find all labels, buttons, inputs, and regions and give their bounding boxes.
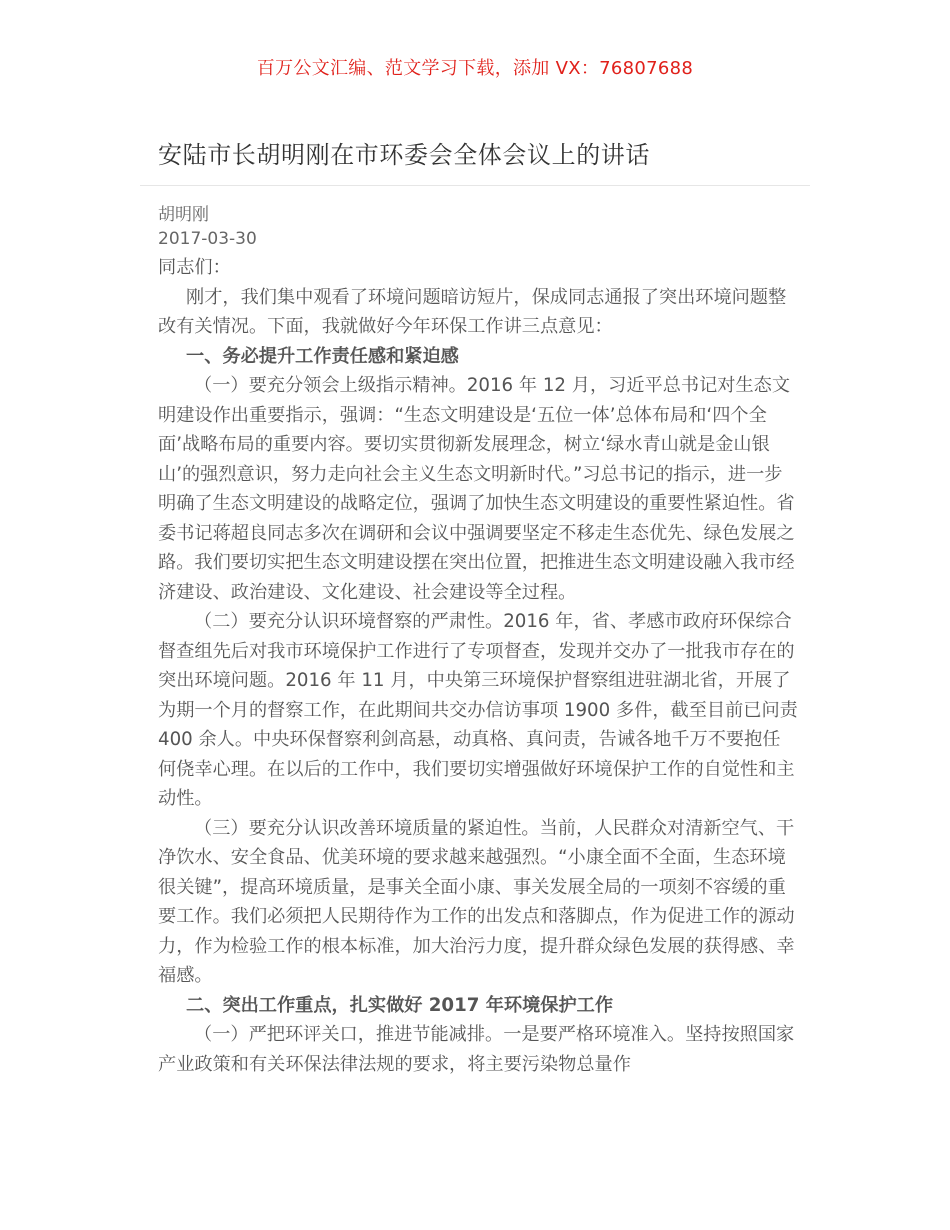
article-body — [158, 253, 798, 1079]
paragraph-1-3: （三）要充分认识改善环境质量的紧迫性。当前，人民群众对清新空气、干净饮水、安全食品、优美环境的要求越来越强烈。“小康全面不全面，生态环境很关键”，提高环境质量，是事关全面小康、事关发展全局的一项刻不容缓的重要工作。我们必须把人民期待作为工作的出发点和落脚点，作为促进工作的源动力，作为检验工作的根本标准，加大治污力度，提升群众绿色发展的获得感、幸福感。 — [158, 817, 795, 986]
title-divider — [140, 185, 810, 186]
section-heading-1: 一、务必提升工作责任感和紧迫感 — [186, 345, 459, 367]
salutation: 同志们： — [158, 257, 231, 278]
paragraph-1-1: （一）要充分领会上级指示精神。2016 年 12 月，习近平总书记对生态文明建设作出重要指示，强调：“生态文明建设是‘五位一体’总体布局和‘四个全面’战略布局的重要内容。要切实贯彻新发展理念，树立‘绿水青山就是金山银山’的强烈意识，努力走向社会主义生态文明新时代。”习总书记的指示，进一步明确了生态文明建设的战略定位，强调了加快生态文明建设的重要性紧迫性。省委书记蒋超良同志多次在调研和会议中强调要坚定不移走生态优先、绿色发展之路。我们要切实把生态文明建设摆在突出位置，把推进生态文明建设融入我市经济建设、政治建设、文化建设、社会建设等全过程。 — [158, 375, 795, 603]
promo-banner: 百万公文汇编、范文学习下载，添加 VX：76807688 — [256, 58, 694, 79]
article-date: 2017-03-30 — [158, 229, 257, 249]
article-title: 安陆市长胡明刚在市环委会全体会议上的讲话 — [158, 141, 650, 169]
article-author: 胡明刚 — [158, 205, 209, 225]
paragraph-2-1: （一）严把环评关口，推进节能减排。一是要严格环境准入。坚持按照国家产业政策和有关环保法律法规的要求，将主要污染物总量作 — [158, 1024, 795, 1075]
intro-paragraph: 刚才，我们集中观看了环境问题暗访短片，保成同志通报了突出环境问题整改有关情况。下面，我就做好今年环保工作讲三点意见： — [158, 286, 787, 337]
paragraph-1-2: （二）要充分认识环境督察的严肃性。2016 年，省、孝感市政府环保综合督查组先后对我市环境保护工作进行了专项督查，发现并交办了一批我市存在的突出环境问题。2016 年 11 月，中央第三环境保护督察组进驻湖北省，开展了为期一个月的督察工作，在此期间共交办信访事项 1900 多件，截至目前已问责 400 余人。中央环保督察利剑高悬，动真格、真问责，告诫各地千万不要抱任何侥幸心理。在以后的工作中，我们要切实增强做好环境保护工作的自觉性和主动性。 — [158, 611, 798, 809]
section-heading-2: 二、突出工作重点，扎实做好 2017 年环境保护工作 — [186, 994, 614, 1016]
